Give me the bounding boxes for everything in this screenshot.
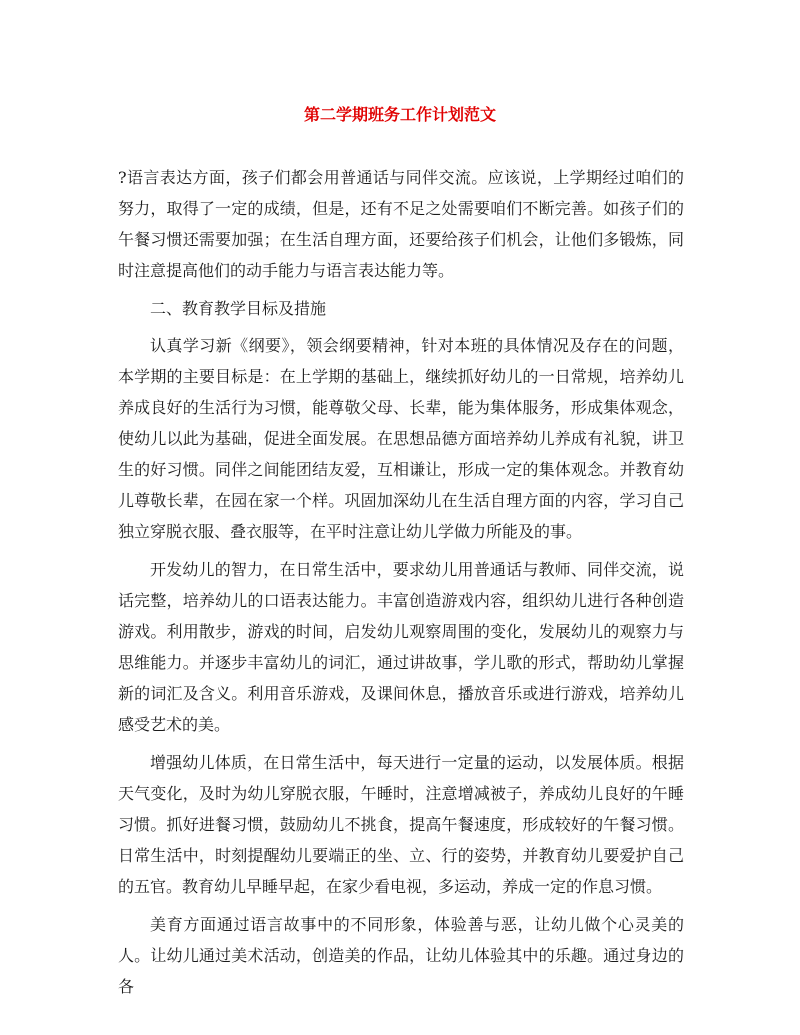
paragraph-language-expression: ?语言表达方面，孩子们都会用普通话与同伴交流。应该说，上学期经过咱们的努力，取得了一定的成绩，但是，还有不足之处需要咱们不断完善。如孩子们的午餐习惯还需要加强；在生活自理方面，还要给孩子们机会，让他们多锻炼，同时注意提高他们的动手能力与语言表达能力等。 (118, 168, 684, 280)
paragraph-study-outline: 认真学习新《纲要》，领会纲要精神，针对本班的具体情况及存在的问题，本学期的主要目标是：在上学期的基础上，继续抓好幼儿的一日常规，培养幼儿养成良好的生活行为习惯，能尊敬父母、长辈，能为集体服务，形成集体观念，使幼儿以此为基础，促进全面发展。在思想品德方面培养幼儿养成有礼貌，讲卫生的好习惯。同伴之间能团结友爱，互相谦让，形成一定的集体观念。并教育幼儿尊敬长辈，在园在家一个样。巩固加深幼儿在生活自理方面的内容，学习自己独立穿脱衣服、叠衣服等，在平时注意让幼儿学做力所能及的事。 (118, 336, 684, 541)
paragraph-physical-fitness: 增强幼儿体质，在日常生活中，每天进行一定量的运动，以发展体质。根据天气变化，及时为幼儿穿脱衣服，午睡时，注意增减被子，养成幼儿良好的午睡习惯。抓好进餐习惯，鼓励幼儿不挑食，提高午餐速度，形成较好的午餐习惯。日常生活中，时刻提醒幼儿要端正的坐、立、行的姿势，并教育幼儿要爱护自己的五官。教育幼儿早睡早起，在家少看电视，多运动，养成一定的作息习惯。 (118, 753, 684, 896)
paragraph-aesthetic-education: 美育方面通过语言故事中的不同形象，体验善与恶，让幼儿做个心灵美的人。让幼儿通过美术活动，创造美的作品，让幼儿体验其中的乐趣。通过身边的各 (118, 915, 684, 996)
paragraph-intelligence-development: 开发幼儿的智力，在日常生活中，要求幼儿用普通话与教师、同伴交流，说话完整，培养幼儿的口语表达能力。丰富创造游戏内容，组织幼儿进行各种创造游戏。利用散步，游戏的时间，启发幼儿观察周围的变化，发展幼儿的观察力与思维能力。并逐步丰富幼儿的词汇，通过讲故事，学儿歌的形式，帮助幼儿掌握新的词汇及含义。利用音乐游戏，及课间休息，播放音乐或进行游戏，培养幼儿感受艺术的美。 (118, 560, 684, 734)
document-title: 第二学期班务工作计划范文 (303, 105, 496, 124)
document-body (118, 162, 684, 1009)
section-heading-teaching-goals: 二、教育教学目标及措施 (150, 299, 327, 318)
